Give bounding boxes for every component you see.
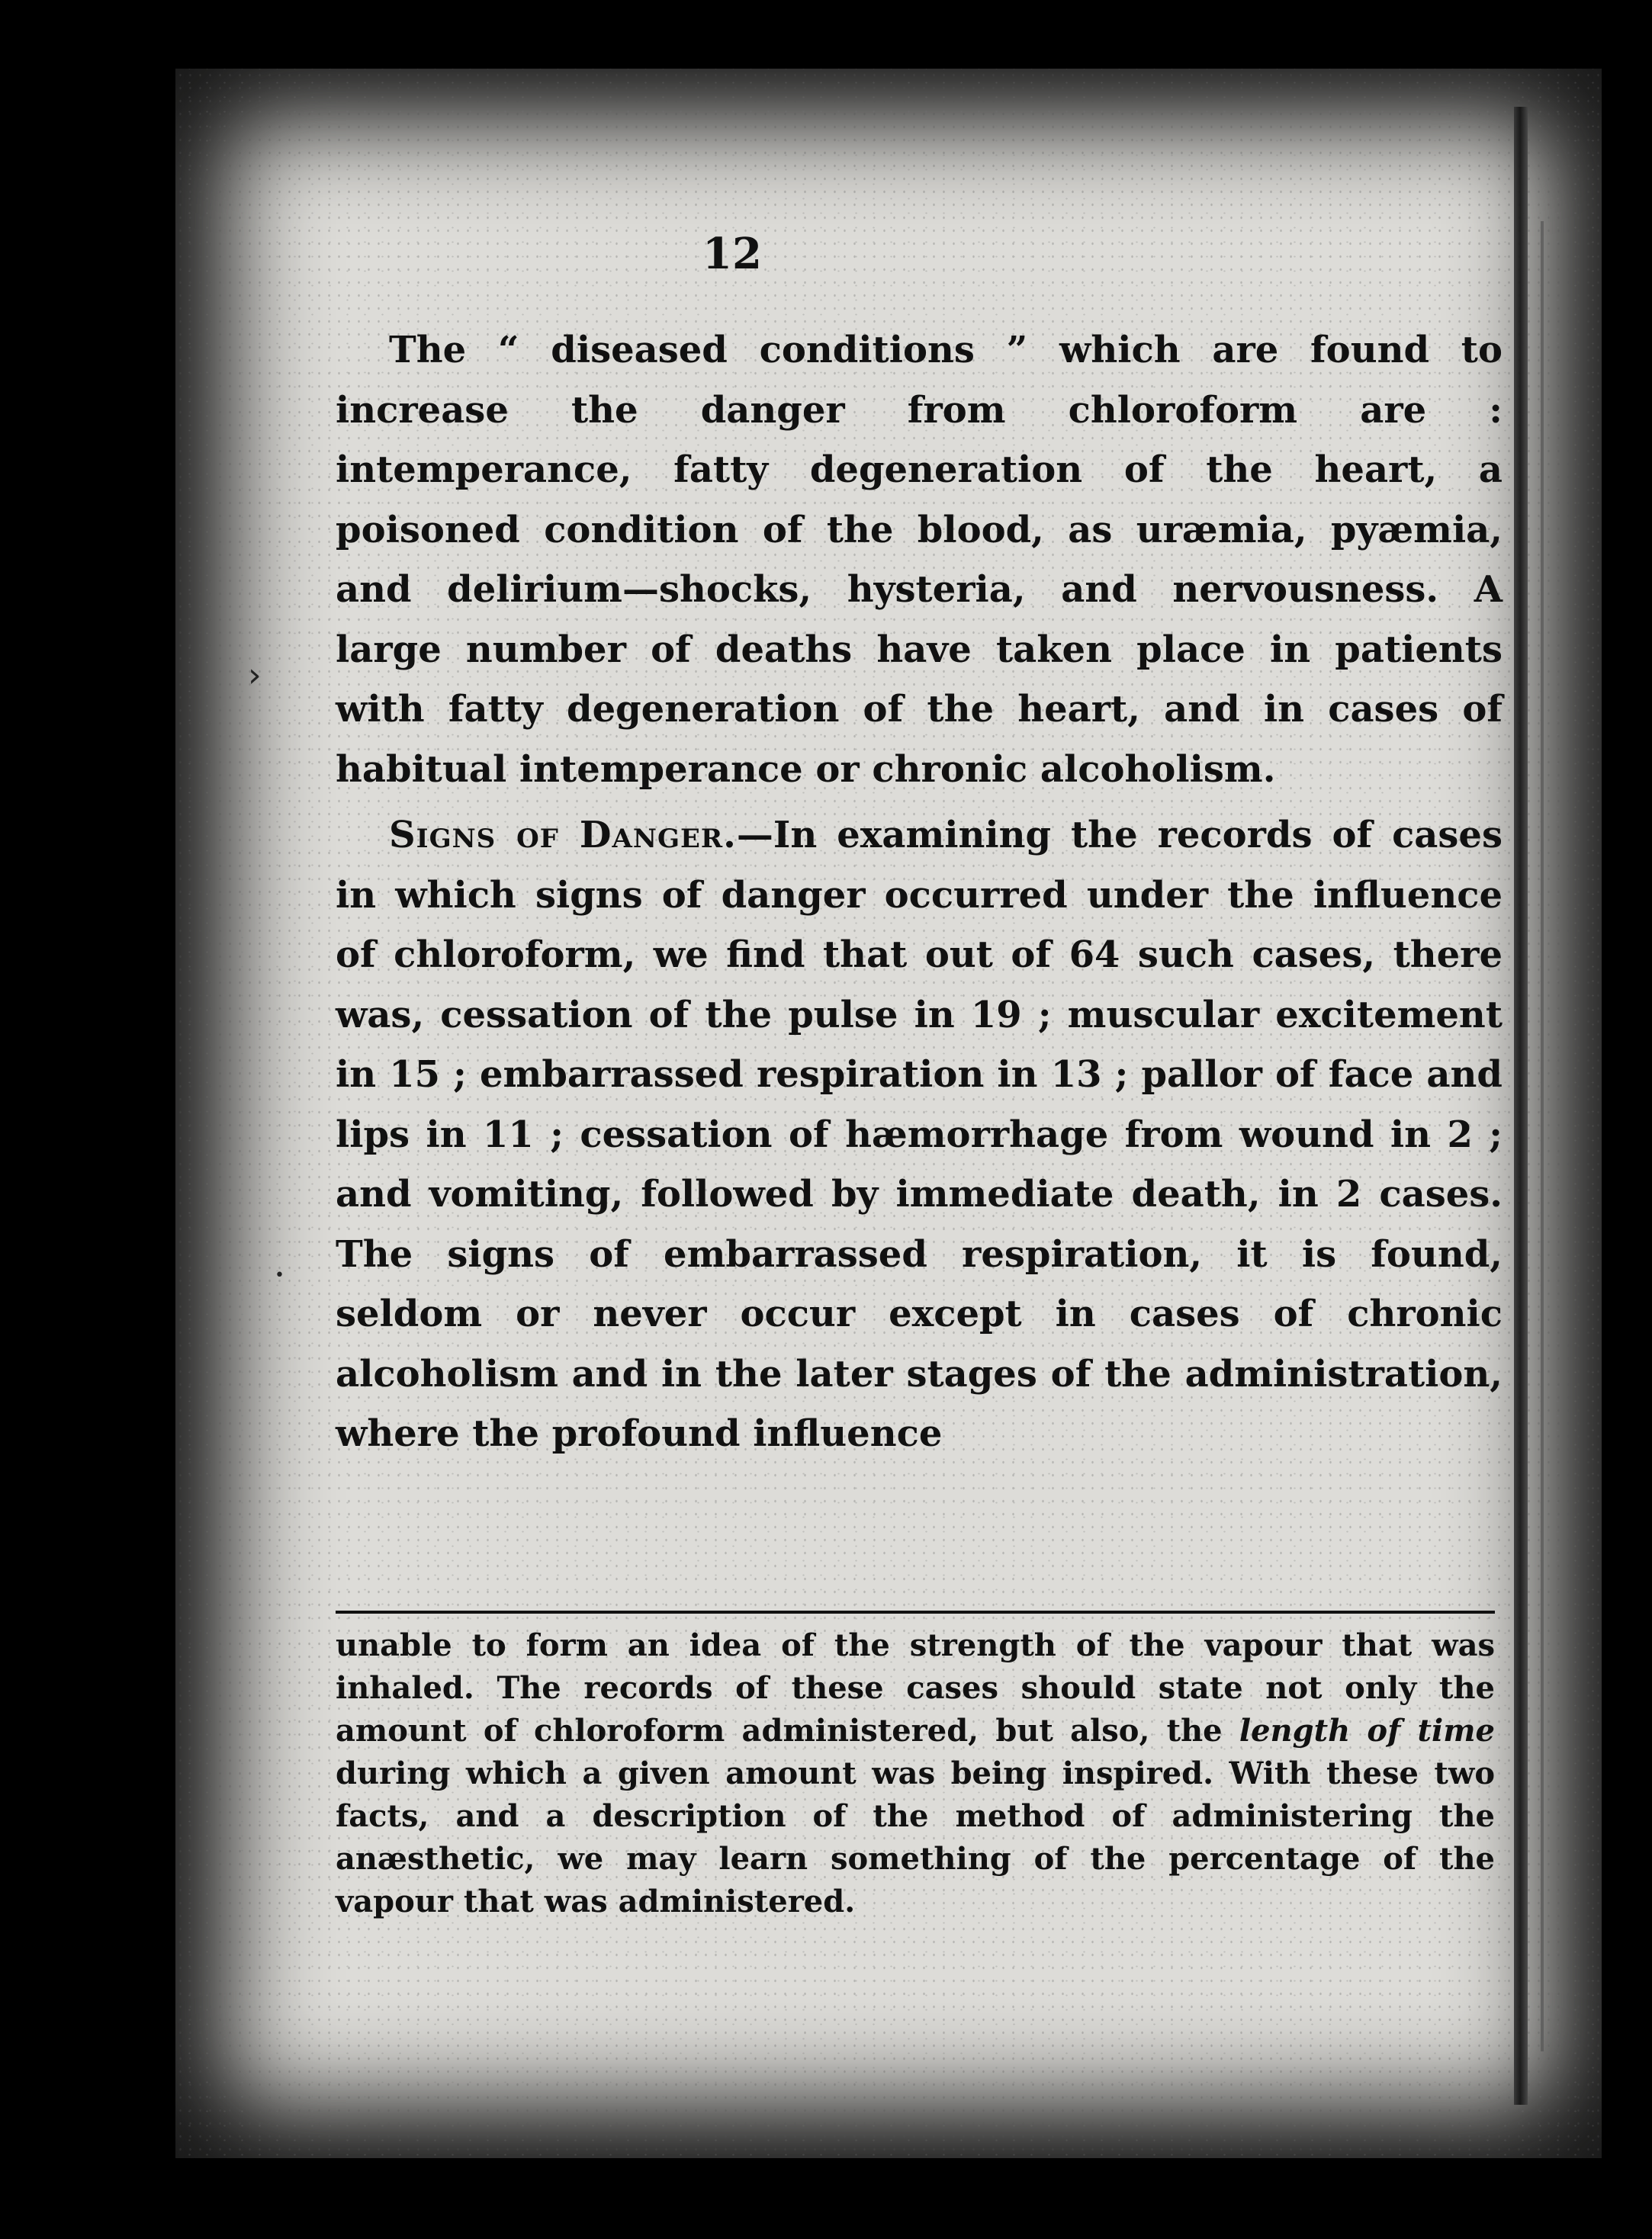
footnote-rule (336, 1611, 1495, 1614)
margin-dot-mark: • (275, 1266, 284, 1285)
main-text (336, 320, 1503, 1470)
footnote (336, 1624, 1495, 1923)
section-heading-signs-of-danger: Signs of Danger. (389, 814, 737, 856)
footnote-text-end: during which a given amount was being inspired. With these two facts, and a description of the method of administering the anæsthetic, we may learn something of the percentage of the vapour that was administered. (336, 1756, 1495, 1919)
binding-edge-secondary (1541, 221, 1544, 2051)
paragraph-diseased-conditions: The “ diseased conditions ” which are found to increase the danger from chloroform are : intemperance, fatty degeneration of the heart, a poisoned condition of the blood, as uræmia, pyæmia, and delirium—shocks, hysteria, and nervousness. A large number of deaths have taken place in patients with fatty degeneration of the heart, and in cases of habitual intemperance or chronic alcoholism. (336, 329, 1503, 791)
binding-edge (1514, 107, 1528, 2105)
book-page (175, 69, 1602, 2158)
footnote-italic-phrase: length of time (1239, 1713, 1495, 1749)
footnote-text-start: unable to form an idea of the strength of the vapour that was inhaled. The records of these cases should state not only the amount of chloroform administered, but also, the (336, 1627, 1495, 1749)
page-number: 12 (702, 229, 762, 279)
paragraph-signs-of-danger (336, 805, 1503, 1464)
margin-arrow-mark: › (248, 656, 262, 695)
heading-dash: — (736, 814, 773, 856)
paragraph-signs-of-danger-text: In examining the records of cases in which signs of danger occurred under the influence of chloroform, we find that out of 64 such cases, there was, cessation of the pulse in 19 ; muscular excitement in 15 ; embarrassed respiration in 13 ; pallor of face and lips in 11 ; cessation of hæmorrhage from wound in 2 ; and vomiting, followed by immediate death, in 2 cases. The signs of embarrassed respiration, it is found, seldom or never occur except in cases of chronic alcoholism and in the later stages of the administration, where the profound influence (336, 814, 1503, 1455)
